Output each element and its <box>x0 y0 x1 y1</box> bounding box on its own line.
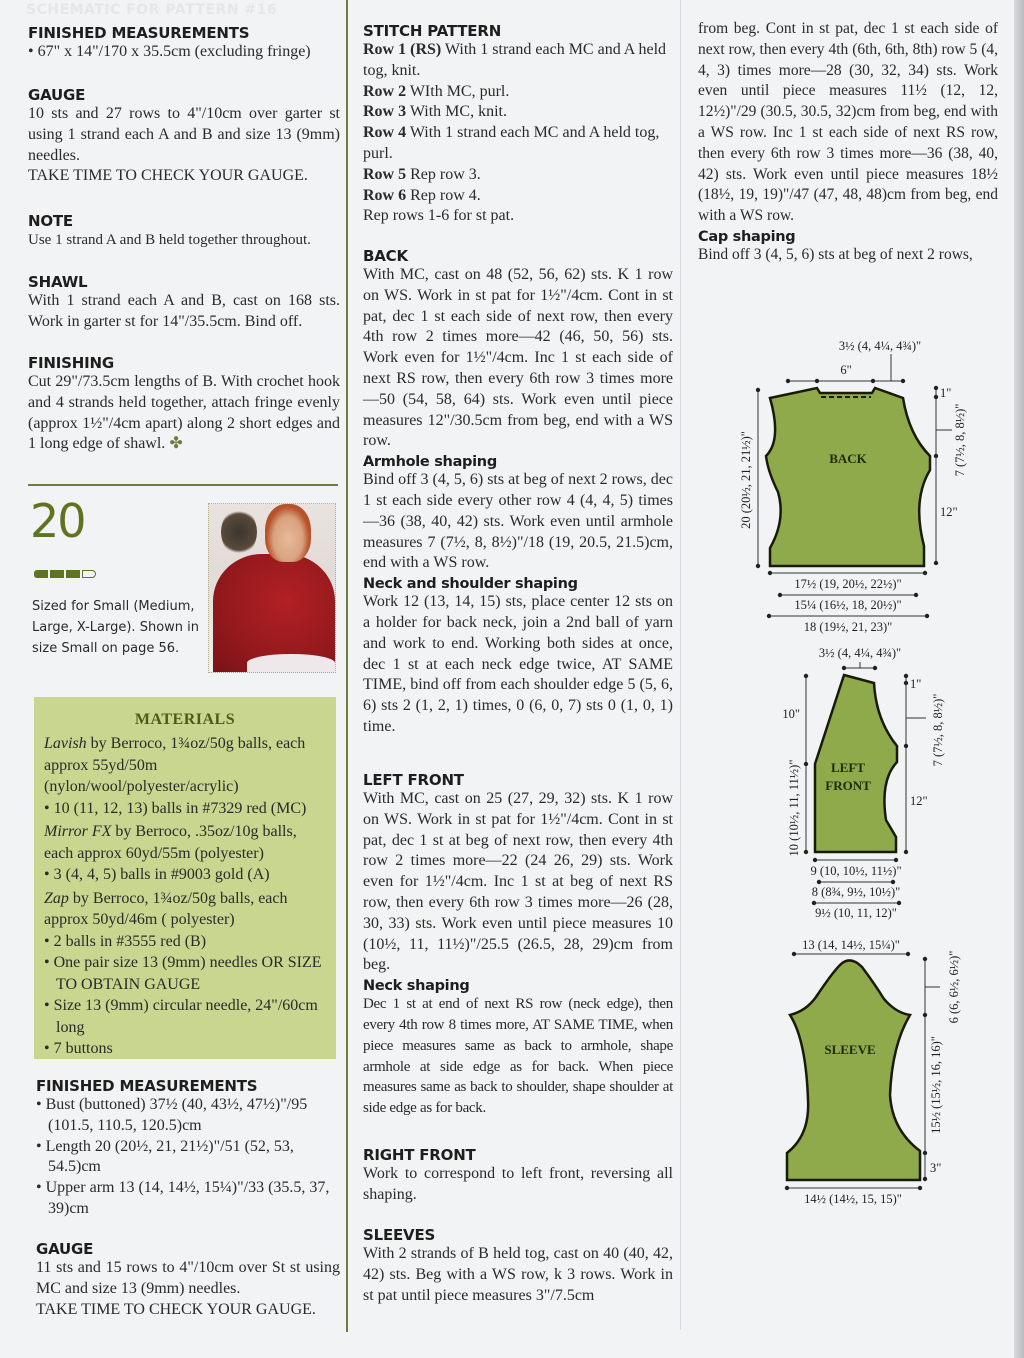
subsection-heading: Neck shaping <box>363 978 470 995</box>
section-heading: FINISHING <box>28 354 114 372</box>
shawl-text: With 1 strand each A and B, cast on 168 sts. Work in garter st for 14"/35.5cm. Bind off. <box>28 292 340 330</box>
svg-text:9½ (10, 11, 12)": 9½ (10, 11, 12)" <box>815 906 897 920</box>
shawl-shawl <box>28 273 340 333</box>
svg-text:20 (20½, 21, 21½)": 20 (20½, 21, 21½)" <box>739 431 753 529</box>
stitch-pattern: STITCH PATTERN Row 1 (RS) With 1 strand each MC and A held tog, knit. Row 2 WIth MC, purl. Row 3 With MC, knit. Row 4 With 1 strand each MC and A held tog, purl. Row 5 Rep row 3. Row 6 Rep row 4. Rep rows 1-6 for st pat. <box>363 22 673 227</box>
pattern-number: 20 <box>30 494 85 548</box>
column-rule <box>346 0 348 1332</box>
svg-text:6": 6" <box>840 363 852 377</box>
yarn-mirror-fx: Mirror FX by Berroco, .35oz/10g balls, each approx 60yd/55m (polyester) • 3 (4, 4, 5) balls in #9003 gold (A) <box>44 821 326 886</box>
svg-text:LEFT: LEFT <box>831 760 865 775</box>
svg-text:10": 10" <box>782 707 800 721</box>
svg-text:14½ (14½, 15, 15)": 14½ (14½, 15, 15)" <box>804 1192 902 1206</box>
section-heading: SLEEVES <box>363 1226 436 1244</box>
section-heading: GAUGE <box>28 86 86 104</box>
shawl-finished-measurements <box>28 24 340 63</box>
yarn-lavish: Lavish by Berroco, 1¾oz/50g balls, each approx 55yd/50m (nylon/wool/polyester/acrylic) • 10 (11, 12, 13) balls in #7329 red (MC) <box>44 733 326 819</box>
neck-shaping-text: Dec 1 st at end of next RS row (neck edge), then every 4th row 8 times more, AT SAME TIME, when piece measures same as back to armhole, shape armhole at side edge as for back. When piece measures same as back to shoulder, shape shoulder at side edge as for back. <box>363 996 673 1117</box>
page-edge <box>1014 0 1024 1358</box>
sleeves-continued-text: from beg. Cont in st pat, dec 1 st each side of next row, then every 4th (6th, 6th, 8th) row 5 (4, 4, 3) times more—28 (30, 32, 34) sts. Work even until piece measures 11½ (12, 12, 12½)"/29 (30.5, 30.5, 32)cm from beg, end with a WS row. Inc 1 st each side of next RS row, then every 6th row 3 times more—36 (38, 40, 42) sts. Work even until piece measures 18½ (18½, 19, 19)"/47 (47, 48, 48)cm from beg, end with a WS row. <box>698 20 998 225</box>
left-front-section <box>363 771 673 1119</box>
sleeves-text: With 2 strands of B held tog, cast on 40 (40, 42, 42) sts. Beg with a WS row, k 3 rows. Work in st pat until piece measures 3"/7.5cm <box>363 1245 673 1304</box>
svg-text:13 (14, 14½, 15¼)": 13 (14, 14½, 15¼)" <box>802 938 900 952</box>
cap-shaping-text: Bind off 3 (4, 5, 6) sts at beg of next 2 rows, <box>698 245 973 263</box>
section-heading: SHAWL <box>28 273 88 291</box>
section-heading: NOTE <box>28 212 73 230</box>
model-photo <box>208 503 336 673</box>
materials-box <box>34 697 336 1059</box>
shawl-finishing <box>28 354 340 455</box>
svg-text:12": 12" <box>910 794 928 808</box>
svg-text:7 (7½, 8, 8½)": 7 (7½, 8, 8½)" <box>931 693 945 767</box>
svg-text:1": 1" <box>940 386 952 400</box>
svg-text:1": 1" <box>910 677 922 691</box>
gauge-text: 11 sts and 15 rows to 4"/10cm over St st using MC and size 13 (9mm) needles. <box>36 1259 340 1297</box>
right-front-text: Work to correspond to left front, reversing all shaping. <box>363 1165 673 1203</box>
svg-text:9 (10, 10½, 11½)": 9 (10, 10½, 11½)" <box>810 864 902 878</box>
svg-text:15¼ (16½, 18, 20½)": 15¼ (16½, 18, 20½)" <box>794 598 902 612</box>
measurement-item: • Upper arm 13 (14, 14½, 15¼)"/33 (35.5, 37, 39)cm <box>36 1178 340 1220</box>
ghost-header: SCHEMATIC FOR PATTERN #16 <box>26 2 278 18</box>
svg-text:12": 12" <box>940 505 958 519</box>
svg-text:FRONT: FRONT <box>825 778 871 793</box>
skill-level-icon <box>34 570 96 578</box>
svg-text:SLEEVE: SLEEVE <box>824 1042 876 1057</box>
shawl-note <box>28 212 340 251</box>
svg-text:17½ (19, 20½, 22½)": 17½ (19, 20½, 22½)" <box>794 577 902 591</box>
section-heading: LEFT FRONT <box>363 771 464 789</box>
finished-measurements <box>36 1077 340 1220</box>
back-schematic <box>720 330 980 640</box>
left-front-schematic <box>720 640 980 930</box>
right-front-section <box>363 1146 673 1206</box>
section-heading: BACK <box>363 247 408 265</box>
sized-for-text: Sized for Small (Medium, Large, X-Large). Shown in size Small on page 56. <box>32 599 200 656</box>
back-section <box>363 247 673 738</box>
svg-text:6 (6, 6½, 6½)": 6 (6, 6½, 6½)" <box>947 950 961 1024</box>
subsection-heading: Cap shaping <box>698 228 796 245</box>
sleeves-continued <box>698 19 998 266</box>
end-mark-icon: ✤ <box>169 435 183 453</box>
svg-text:15½ (15½, 16, 16)": 15½ (15½, 16, 16)" <box>929 1036 943 1134</box>
svg-text:18 (19½, 21, 23)": 18 (19½, 21, 23)" <box>803 620 893 634</box>
shawl-gauge <box>28 86 340 187</box>
pattern-divider <box>28 484 338 486</box>
measurement-item: • 67" x 14"/170 x 35.5cm (excluding fringe) <box>28 42 340 63</box>
yarn-zap: Zap by Berroco, 1¾oz/50g balls, each approx 50yd/46m ( polyester) • 2 balls in #3555 red (B) • One pair size 13 (9mm) needles OR SIZE TO OBTAIN GAUGE • Size 13 (9mm) circular needle, 24"/60cm long • 7 buttons <box>44 888 326 1060</box>
materials-heading: MATERIALS <box>134 711 236 728</box>
finishing-text: Cut 29"/73.5cm lengths of B. With crochet hook and 4 strands held together, attach fringe evenly (approx 1½"/4cm apart) along 2 short edges and 1 long edge of shawl. ✤ <box>28 373 340 453</box>
svg-text:7 (7½, 8, 8½)": 7 (7½, 8, 8½)" <box>953 403 967 477</box>
column-rule <box>680 0 681 1330</box>
subsection-heading: Neck and shoulder shaping <box>363 576 578 593</box>
svg-text:3½ (4, 4¼, 4¾)": 3½ (4, 4¼, 4¾)" <box>818 646 902 660</box>
sleeve-schematic <box>720 925 980 1215</box>
section-heading: GAUGE <box>36 1240 94 1258</box>
armhole-text: Bind off 3 (4, 5, 6) sts at beg of next 2 rows, dec 1 st each side every other row 4 (4, 4, 5) times—36 (38, 40, 42) sts. Work even until armhole measures 7 (7½, 8, 8½)"/18 (19, 20.5, 21.5)cm, end with a WS row. <box>363 471 673 572</box>
gauge-text: 10 sts and 27 rows to 4"/10cm over garter st using 1 strand each A and B and size 13 (9mm) needles. <box>28 105 340 164</box>
svg-text:10 (10½, 11, 11½)": 10 (10½, 11, 11½)" <box>787 759 801 857</box>
section-heading: FINISHED MEASUREMENTS <box>28 24 250 42</box>
measurement-item: • Length 20 (20½, 21, 21½)"/51 (52, 53, 54.5)cm <box>36 1137 340 1179</box>
gauge-reminder: TAKE TIME TO CHECK YOUR GAUGE. <box>28 167 308 185</box>
left-front-text: With MC, cast on 25 (27, 29, 32) sts. K 1 row on WS. Work in st pat for 1½"/4cm. Cont in st pat, dec 1 st at beg of next row, then every 4th row 2 times more—22 (24 26, 29) sts. Work even for 1½"/4cm. Inc 1 st at beg of next RS row, then every 6th row 3 times more—26 (28, 30, 33) sts. Work even until piece measures 10 (10½, 11, 11½)"/25.5 (26.5, 28, 29)cm from beg. <box>363 790 673 974</box>
gauge-reminder: TAKE TIME TO CHECK YOUR GAUGE. <box>36 1300 316 1318</box>
svg-text:3½ (4, 4¼, 4¾)": 3½ (4, 4¼, 4¾)" <box>838 339 922 353</box>
section-heading: STITCH PATTERN <box>363 22 502 40</box>
back-text: With MC, cast on 48 (52, 56, 62) sts. K 1 row on WS. Work in st pat for 1½"/4cm. Cont in st pat, dec 1 st each side of next row, then every 4th row 2 times more—42 (46, 50, 56) sts. Work even for 1½"/4cm. Inc 1 st each side of next RS row, then every 6th row 3 times more—50 (54, 58, 64) sts. Work even until piece measures 12"/30.5cm from beg, end with a WS row. <box>363 266 673 450</box>
measurement-item: • Bust (buttoned) 37½ (40, 43½, 47½)"/95 (101.5, 110.5, 120.5)cm <box>36 1095 340 1137</box>
subsection-heading: Armhole shaping <box>363 454 497 471</box>
note-text: Use 1 strand A and B held together throughout. <box>28 232 311 248</box>
svg-text:BACK: BACK <box>829 451 867 466</box>
svg-text:8 (8¾, 9½, 10½)": 8 (8¾, 9½, 10½)" <box>811 885 901 899</box>
sleeves-section <box>363 1226 673 1306</box>
svg-text:3": 3" <box>930 1161 942 1175</box>
section-heading: RIGHT FRONT <box>363 1146 476 1164</box>
neck-shoulder-text: Work 12 (13, 14, 15) sts, place center 12 sts on a holder for back neck, join a 2nd ball of yarn and work to end. Working both sides at once, dec 1 st at each neck edge twice, AT SAME TIME, bind off from each shoulder edge 5 (5, 6, 6) sts 2 (1, 2, 1) times, 0 (6, 0, 7) sts 0 (1, 0, 1) time. <box>363 593 673 735</box>
gauge <box>36 1240 340 1320</box>
section-heading: FINISHED MEASUREMENTS <box>36 1077 258 1095</box>
